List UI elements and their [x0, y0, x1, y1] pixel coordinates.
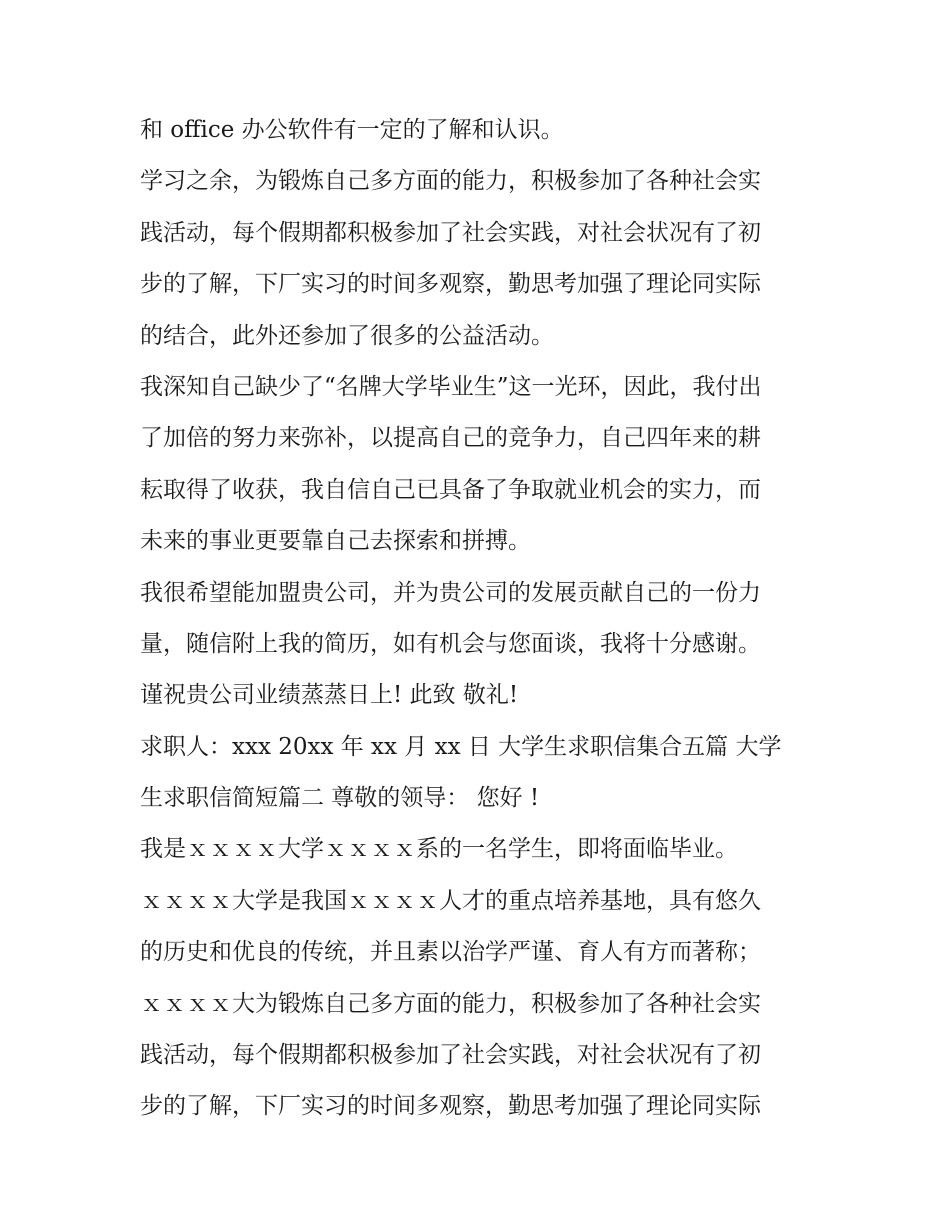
text-line: 我是ｘｘｘｘ大学ｘｘｘｘ系的一名学生，即将面临毕业。 — [140, 836, 738, 863]
text-line: 未来的事业更要靠自己去探索和拼搏。 — [140, 528, 531, 555]
text-line: 我很希望能加盟贵公司，并为贵公司的发展贡献自己的一份力 — [140, 579, 761, 606]
text-line: 的历史和优良的传统，并且素以治学严谨、育人有方而著称； — [140, 939, 761, 966]
text-line: 生求职信简短篇二 尊敬的领导： 您好 ! — [140, 785, 540, 812]
text-line: 和 office 办公软件有一定的了解和认识。 — [140, 117, 564, 143]
text-line: 耘取得了收获，我自信自己已具备了争取就业机会的实力，而 — [140, 476, 761, 503]
text-line: 谨祝贵公司业绩蒸蒸日上! 此致 敬礼! — [140, 682, 519, 709]
text-line: 践活动，每个假期都积极参加了社会实践，对社会状况有了初 — [140, 219, 761, 246]
text-line: 步的了解，下厂实习的时间多观察，勤思考加强了理论同实际 — [140, 1093, 761, 1120]
text-line: ｘｘｘｘ大学是我国ｘｘｘｘ人才的重点培养基地，具有悠久 — [140, 887, 761, 914]
text-line: 求职人：xxx 20xx 年 xx 月 xx 日 大学生求职信集合五篇 大学 — [140, 733, 782, 760]
text-line: 践活动，每个假期都积极参加了社会实践，对社会状况有了初 — [140, 1042, 761, 1069]
text-line: 学习之余，为锻炼自己多方面的能力，积极参加了各种社会实 — [140, 168, 761, 195]
text-line: ｘｘｘｘ大为锻炼自己多方面的能力，积极参加了各种社会实 — [140, 990, 761, 1017]
text-line: 了加倍的努力来弥补，以提高自己的竞争力，自己四年来的耕 — [140, 425, 761, 452]
text-line: 的结合，此外还参加了很多的公益活动。 — [140, 322, 554, 349]
body-text — [140, 105, 840, 1133]
text-line: 我深知自己缺少了“名牌大学毕业生”这一光环，因此，我付出 — [140, 373, 762, 400]
text-line: 步的了解，下厂实习的时间多观察，勤思考加强了理论同实际 — [140, 271, 761, 298]
text-line: 量，随信附上我的简历，如有机会与您面谈，我将十分感谢。 — [140, 630, 761, 657]
